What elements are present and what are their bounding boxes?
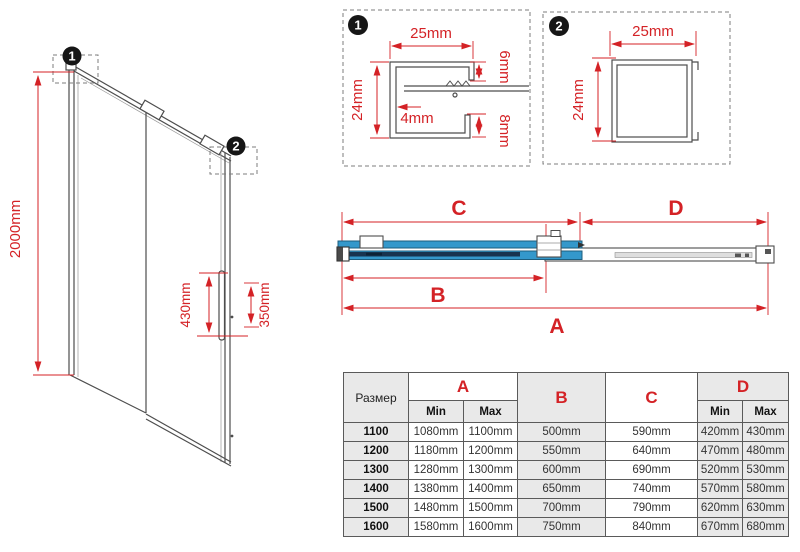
- b-cell: 600mm: [518, 461, 606, 480]
- plan-dimension-b-label: B: [430, 284, 446, 307]
- b-cell: 650mm: [518, 480, 606, 499]
- a-max-cell: 1300mm: [464, 461, 518, 480]
- a-min-cell: 1180mm: [409, 442, 464, 461]
- table-row: [344, 480, 789, 499]
- b-cell: 700mm: [518, 499, 606, 518]
- roller-carriage-right: [537, 236, 561, 257]
- handle-holes-dimension: [244, 282, 272, 327]
- plan-view: [337, 197, 774, 338]
- detail-2-profile: [612, 60, 698, 142]
- d-max-cell: 430mm: [743, 423, 789, 442]
- plan-assembly: [337, 231, 774, 264]
- handle-holes-label: 350mm: [257, 282, 272, 328]
- a-max-header: Max: [464, 401, 518, 423]
- detail-1-height-label: 24mm: [349, 79, 366, 121]
- d-max-header: Max: [743, 401, 789, 423]
- c-cell: 740mm: [606, 480, 698, 499]
- size-cell: 1300: [344, 461, 409, 480]
- a-max-cell: 1500mm: [464, 499, 518, 518]
- c-cell: 640mm: [606, 442, 698, 461]
- c-cell: 690mm: [606, 461, 698, 480]
- d-max-cell: 630mm: [743, 499, 789, 518]
- a-min-cell: 1380mm: [409, 480, 464, 499]
- d-min-cell: 620mm: [698, 499, 743, 518]
- b-cell: 500mm: [518, 423, 606, 442]
- b-cell: 750mm: [518, 518, 606, 537]
- size-table: [343, 372, 789, 537]
- size-cell: 1400: [344, 480, 409, 499]
- detail-2-view: [543, 12, 730, 164]
- table-row: [344, 518, 789, 537]
- roller-bracket-mid: [140, 100, 164, 120]
- a-min-header: Min: [409, 401, 464, 423]
- detail-2-height-label: 24mm: [570, 79, 587, 121]
- d-max-cell: 680mm: [743, 518, 789, 537]
- a-min-cell: 1580mm: [409, 518, 464, 537]
- column-b-header: B: [518, 373, 606, 423]
- detail-1-view: [343, 10, 530, 166]
- badge-1-number: 1: [68, 48, 76, 64]
- roller-bracket-right: [200, 135, 224, 155]
- badge-2-number: 2: [232, 138, 240, 154]
- column-d-header: D: [698, 373, 789, 401]
- size-cell: 1200: [344, 442, 409, 461]
- c-cell: 590mm: [606, 423, 698, 442]
- column-c-header: C: [606, 373, 698, 423]
- d-max-cell: 580mm: [743, 480, 789, 499]
- detail-1-badge-number: 1: [354, 17, 362, 33]
- table-row: [344, 499, 789, 518]
- plan-dimension-d-label: D: [668, 197, 684, 220]
- d-min-cell: 520mm: [698, 461, 743, 480]
- detail-1-width-label: 25mm: [410, 25, 452, 42]
- table-row: [344, 442, 789, 461]
- size-cell: 1600: [344, 518, 409, 537]
- plan-dimension-a-label: A: [549, 315, 565, 338]
- table-row: [344, 423, 789, 442]
- d-min-header: Min: [698, 401, 743, 423]
- size-cell: 1500: [344, 499, 409, 518]
- a-max-cell: 1600mm: [464, 518, 518, 537]
- wall-profile-right-cap: [756, 246, 774, 263]
- size-cell: 1100: [344, 423, 409, 442]
- size-column-header: Размер: [344, 373, 409, 423]
- front-view-diagram: [7, 47, 272, 467]
- handle-length-dimension: [178, 273, 248, 336]
- handle-length-label: 430mm: [178, 282, 193, 328]
- a-max-cell: 1100mm: [464, 423, 518, 442]
- roller-carriage-left: [360, 236, 383, 248]
- height-dimension: [7, 72, 74, 375]
- a-min-cell: 1080mm: [409, 423, 464, 442]
- c-cell: 790mm: [606, 499, 698, 518]
- door-handle: [219, 271, 225, 340]
- d-min-cell: 570mm: [698, 480, 743, 499]
- table-row: [344, 461, 789, 480]
- detail-1-bottom-label: 8mm: [496, 114, 513, 148]
- d-min-cell: 670mm: [698, 518, 743, 537]
- detail-2-dimensions: [570, 23, 696, 141]
- a-min-cell: 1280mm: [409, 461, 464, 480]
- a-min-cell: 1480mm: [409, 499, 464, 518]
- door-frame: [66, 62, 233, 466]
- detail-2-width-label: 25mm: [632, 23, 674, 40]
- plan-dimension-c-label: C: [451, 197, 467, 220]
- b-cell: 550mm: [518, 442, 606, 461]
- a-max-cell: 1400mm: [464, 480, 518, 499]
- a-max-cell: 1200mm: [464, 442, 518, 461]
- column-a-header: A: [409, 373, 518, 401]
- d-max-cell: 480mm: [743, 442, 789, 461]
- d-min-cell: 420mm: [698, 423, 743, 442]
- detail-1-top-label: 6mm: [496, 50, 513, 84]
- height-dimension-label: 2000mm: [7, 199, 24, 259]
- d-max-cell: 530mm: [743, 461, 789, 480]
- c-cell: 840mm: [606, 518, 698, 537]
- d-min-cell: 470mm: [698, 442, 743, 461]
- detail-2-badge-number: 2: [555, 18, 563, 34]
- detail-1-slot-label: 4mm: [400, 110, 434, 127]
